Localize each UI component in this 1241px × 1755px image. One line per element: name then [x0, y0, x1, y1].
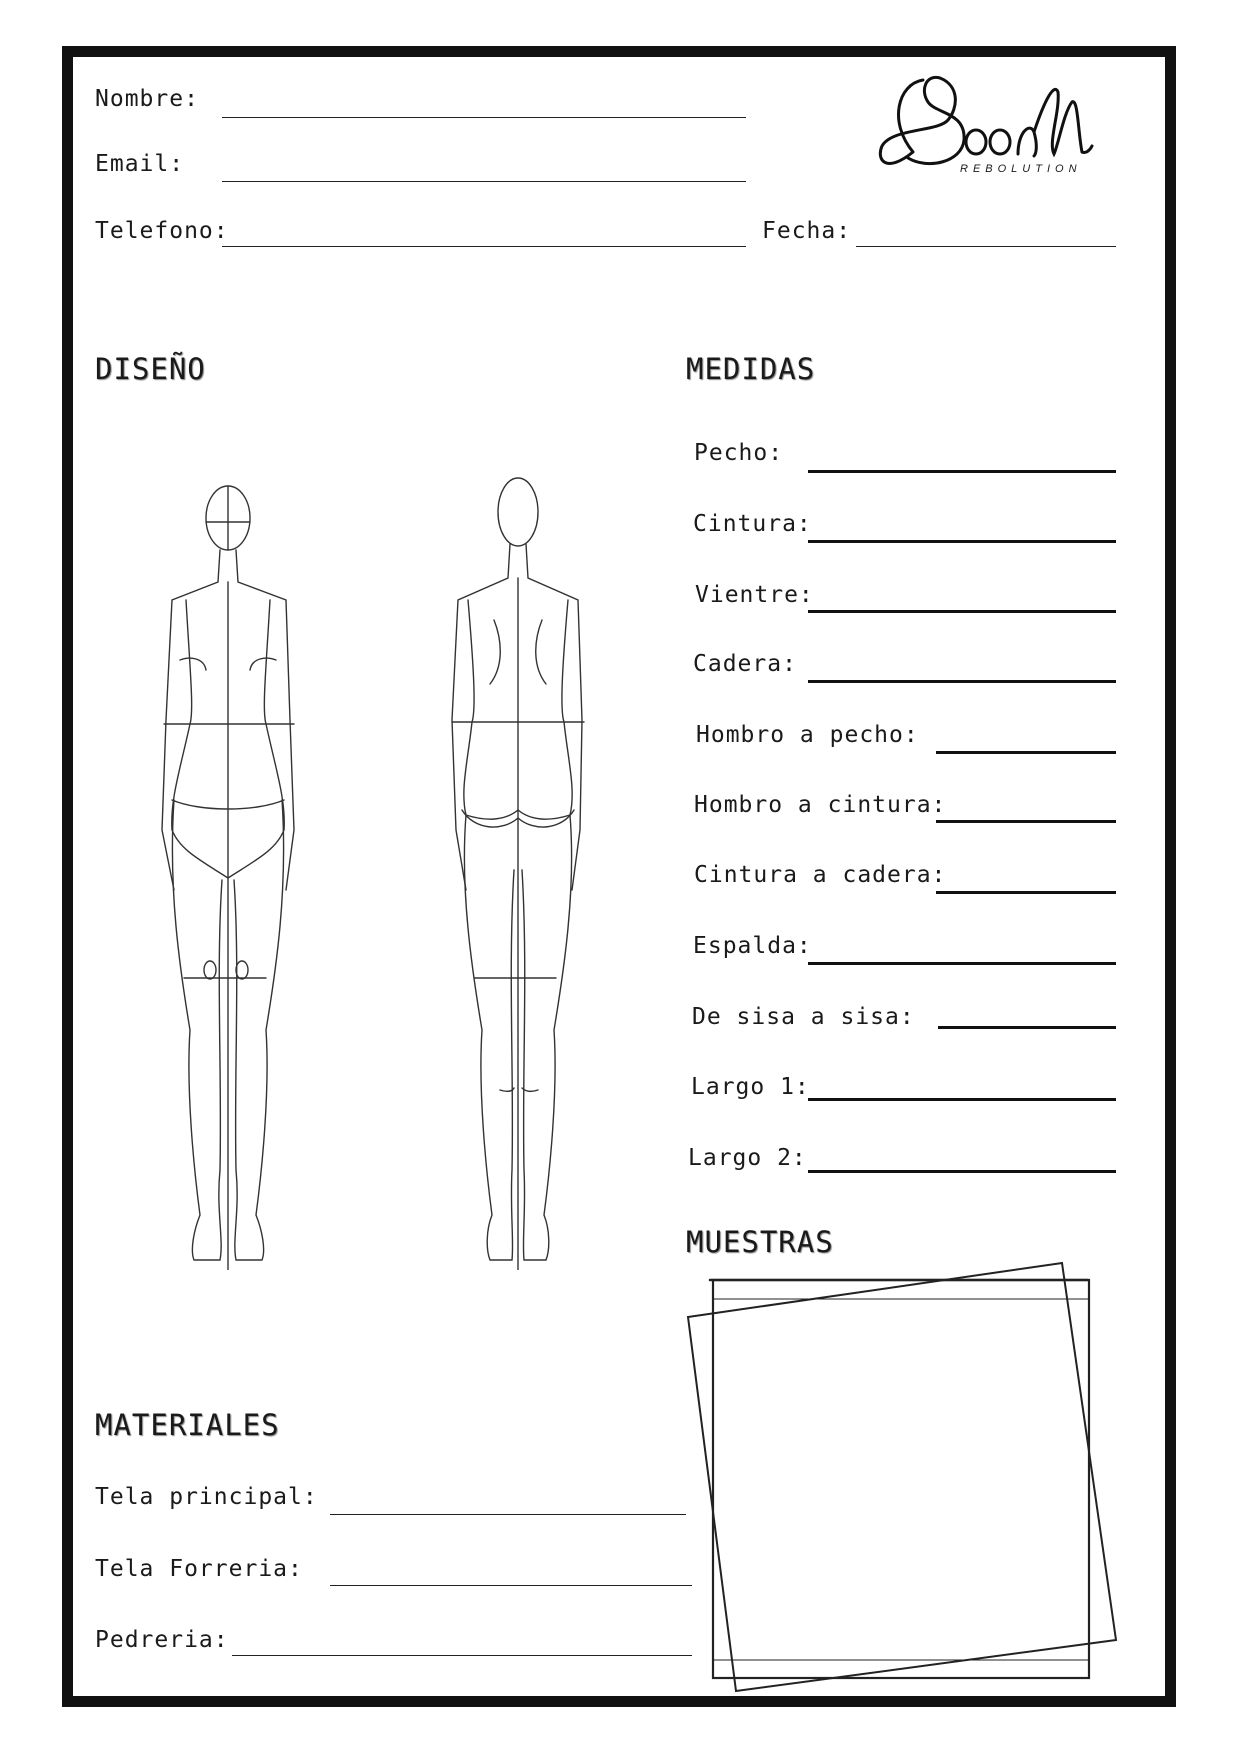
- largo1-field[interactable]: [808, 1098, 1116, 1101]
- largo2-field[interactable]: [808, 1170, 1116, 1173]
- tela-forreria-label: Tela Forreria:: [95, 1556, 303, 1582]
- telefono-label: Telefono:: [95, 218, 229, 244]
- email-field[interactable]: [222, 181, 746, 182]
- pedreria-label: Pedreria:: [95, 1627, 229, 1653]
- espalda-label: Espalda:: [693, 933, 812, 959]
- hombro-cintura-label: Hombro a cintura:: [694, 792, 947, 818]
- tela-forreria-field[interactable]: [330, 1585, 692, 1586]
- diseno-heading: DISEÑO: [95, 352, 206, 386]
- sisa-field[interactable]: [938, 1026, 1116, 1029]
- email-label: Email:: [95, 151, 185, 177]
- largo1-label: Largo 1:: [691, 1074, 810, 1100]
- hombro-cintura-field[interactable]: [936, 820, 1116, 823]
- materiales-heading: MATERIALES: [95, 1408, 280, 1442]
- pedreria-field[interactable]: [232, 1655, 692, 1656]
- nombre-label: Nombre:: [95, 86, 199, 112]
- telefono-field[interactable]: [222, 246, 746, 247]
- vientre-field[interactable]: [808, 610, 1116, 613]
- pecho-label: Pecho:: [694, 440, 784, 466]
- pecho-field[interactable]: [808, 470, 1116, 473]
- largo2-label: Largo 2:: [688, 1145, 807, 1171]
- fecha-field[interactable]: [856, 246, 1116, 247]
- cintura-cadera-field[interactable]: [936, 891, 1116, 894]
- fecha-label: Fecha:: [762, 218, 852, 244]
- espalda-field[interactable]: [808, 962, 1116, 965]
- muestras-heading: MUESTRAS: [686, 1225, 834, 1259]
- cintura-label: Cintura:: [693, 511, 812, 537]
- brand-logo: [868, 62, 1098, 182]
- logo-subtitle: REBOLUTION: [960, 163, 1082, 175]
- hombro-pecho-field[interactable]: [936, 751, 1116, 754]
- cintura-cadera-label: Cintura a cadera:: [694, 862, 947, 888]
- croquis-figures-icon: [110, 470, 630, 1270]
- cadera-field[interactable]: [808, 680, 1116, 683]
- medidas-heading: MEDIDAS: [686, 352, 816, 386]
- muestras-frame-icon[interactable]: [680, 1255, 1140, 1695]
- vientre-label: Vientre:: [695, 582, 814, 608]
- sisa-label: De sisa a sisa:: [692, 1004, 915, 1030]
- cadera-label: Cadera:: [693, 651, 797, 677]
- tela-principal-field[interactable]: [330, 1514, 686, 1515]
- hombro-pecho-label: Hombro a pecho:: [696, 722, 919, 748]
- nombre-field[interactable]: [222, 117, 746, 118]
- cintura-field[interactable]: [808, 540, 1116, 543]
- tela-principal-label: Tela principal:: [95, 1484, 318, 1510]
